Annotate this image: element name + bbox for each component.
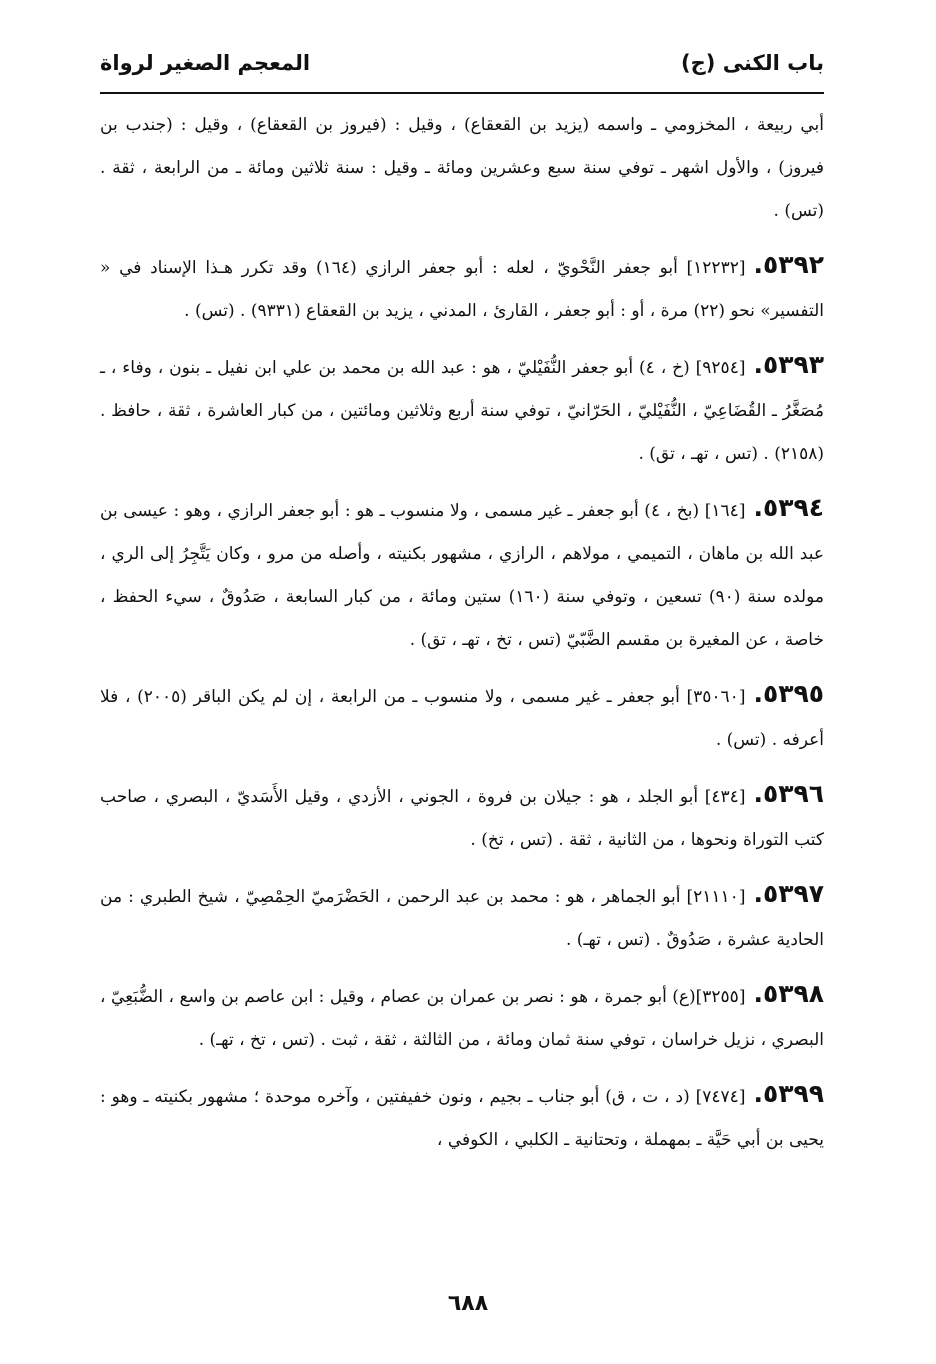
entry-5392 (100, 243, 824, 333)
page-body (100, 104, 824, 1172)
entry-text: [٤٣٤] أبو الجلد ، هو : جيلان بن فروة ، الجوني ، الأزدي ، وقيل الأَسَديّ ، البصري ، صاحب كتب التوراة ونحوها ، من الثانية ، ثقة . (تس ، تخ) . (100, 787, 824, 850)
entry-5393 (100, 343, 824, 476)
entry-5397 (100, 872, 824, 962)
entry-text: [١٦٤] (بخ ، ٤) أبو جعفر ـ غير مسمى ، ولا منسوب ـ هو : أبو جعفر الرازي ، وهو : عيسى بن عبد الله بن ماهان ، التميمي ، مولاهم ، الرازي ، مشهور بكنيته ، وأصله من مرو ، وكان يَتَّجِرُ إلى الري ، مولده سنة (٩٠) تسعين ، وتوفي سنة (١٦٠) ستين ومائة ، من كبار السابعة ، صَدُوقٌ ، سيء الحفظ ، خاصة ، عن المغيرة بن مقسم الضَّبّيّ (تس ، تخ ، تهـ ، تق) . (100, 501, 825, 650)
entry-number: ٥٣٩٥. (753, 679, 824, 708)
entry-number: ٥٣٩٨. (753, 979, 824, 1008)
entry-number: ٥٣٩٣. (753, 350, 825, 379)
entry-number: ٥٣٩٧. (753, 879, 824, 908)
page-number: ٦٨٨ (447, 1291, 489, 1316)
entry-text: [٣٢٥٥](ع) أبو جمرة ، هو : نصر بن عمران بن عصام ، وقيل : ابن عاصم بن واسع ، الضُّبَعِيّ ، البصري ، نزيل خراسان ، توفي سنة ثمان ومائة ، من الثالثة ، ثقة ، ثبت . (تس ، تخ ، تهـ) . (100, 987, 824, 1050)
entry-text: [٧٤٧٤] (د ، ت ، ق) أبو جناب ـ بجيم ، ونون خفيفتين ، وآخره موحدة ؛ مشهور بكنيته ـ وهو : يحيى بن أبي حَيَّة ـ بمهملة ، وتحتانية ـ الكلبي ، الكوفي ، (100, 1087, 824, 1150)
entry-number: ٥٣٩٢. (753, 250, 825, 279)
page-header (100, 38, 824, 88)
entry-5398 (100, 972, 824, 1062)
entry-5394 (100, 486, 824, 662)
entry-5399 (100, 1072, 824, 1162)
chapter-title: باب الكنى (ج) (681, 51, 824, 75)
entry-5395 (100, 672, 824, 762)
entry-number: ٥٣٩٩. (753, 1079, 824, 1108)
entry-number: ٥٣٩٦. (753, 779, 824, 808)
entry-5396 (100, 772, 824, 862)
entry-text: [٩٢٥٤] (خ ، ٤) أبو جعفر النُّفَيْليّ ، هو : عبد الله بن محمد بن علي ابن نفيل ـ بنون ، وفاء ، ـ مُصَغَّرُ ـ القُضَاعِيّ ، النُّفَيْليّ ، الحَرّانيّ ، توفي سنة أربع وثلاثين ومائتين ، من كبار العاشرة ، ثقة ، حافظ . (٢١٥٨) . (تس ، تهـ ، تق) . (100, 358, 824, 464)
entry-text: [٢١١١٠] أبو الجماهر ، هو : محمد بن عبد الرحمن ، الحَضْرَميّ الحِمْصِيّ ، شيخ الطبري : من الحادية عشرة ، صَدُوقٌ . (تس ، تهـ) . (100, 887, 824, 950)
entry-text: [١٢٢٣٢] أبو جعفر النَّحْويّ ، لعله : أبو جعفر الرازي (١٦٤) وقد تكرر هـذا الإسناد في « التفسير» نحو (٢٢) مرة ، أو : أبو جعفر ، القارئ ، المدني ، يزيد بن القعقاع (٩٣٣١) . (تس) . (100, 258, 824, 321)
book-title: المعجم الصغير لرواة (100, 51, 311, 75)
entry-text: [٣٥٠٦٠] أبو جعفر ـ غير مسمى ، ولا منسوب ـ من الرابعة ، إن لم يكن الباقر (٢٠٠٥) ، فلا أعرفه . (تس) . (100, 687, 824, 750)
intro-paragraph: أبي ربيعة ، المخزومي ـ واسمه (يزيد بن القعقاع) ، وقيل : (فيروز بن القعقاع) ، وقيل : (جندب بن فيروز) ، والأول اشهر ـ توفي سنة سبع وعشرين ومائة ـ وقيل : سنة ثلاثين ومائة ـ من الرابعة ، ثقة . (تس) . (100, 115, 824, 221)
entry-number: ٥٣٩٤. (753, 493, 824, 522)
header-divider (100, 92, 824, 94)
